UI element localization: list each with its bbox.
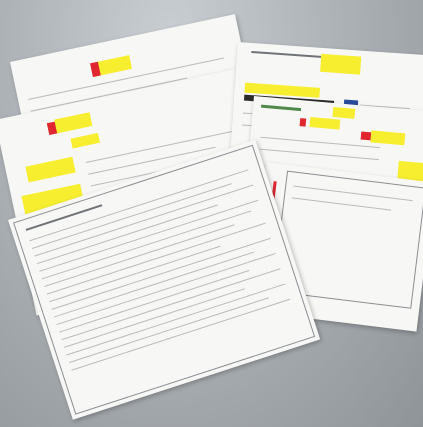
yellow-highlight [320,54,361,75]
yellow-highlight [370,130,405,145]
yellow-highlight [54,112,92,133]
red-highlight [300,118,307,126]
yellow-highlight [310,117,341,130]
yellow-highlight [71,133,100,149]
green-stripe [261,105,301,111]
yellow-highlight [332,107,355,119]
yellow-highlight [25,157,75,183]
